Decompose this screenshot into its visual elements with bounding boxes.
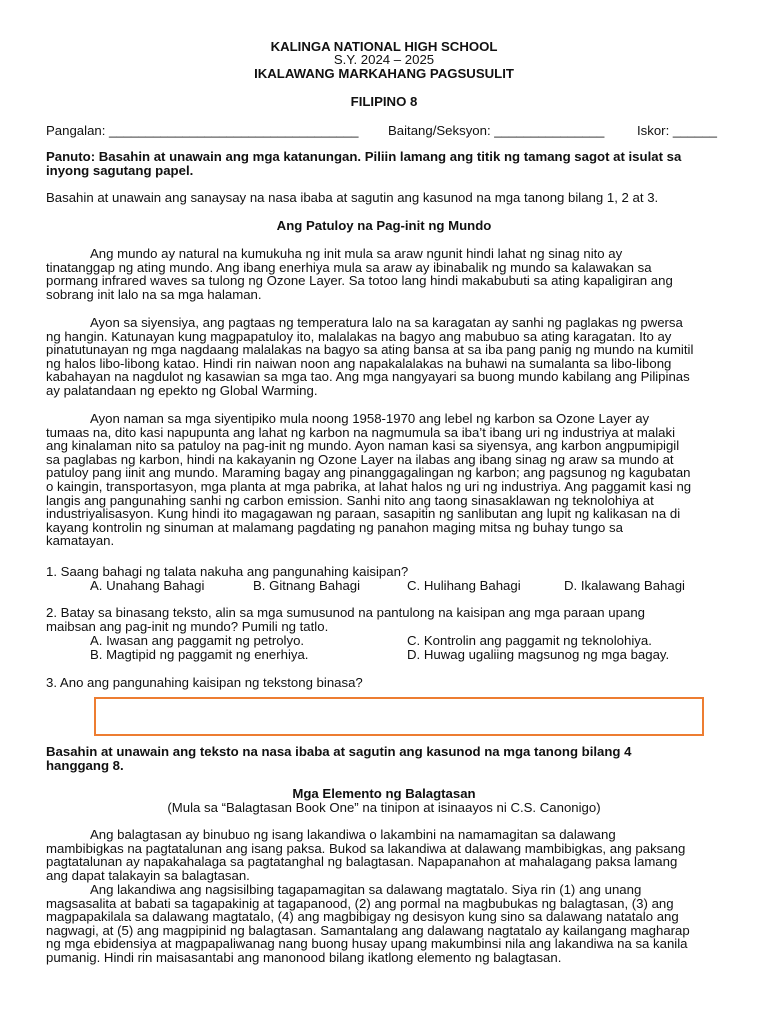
name-field[interactable]: Pangalan: __________________________________ bbox=[46, 123, 359, 138]
essay-line: pinatutunayan ng mga nagdaang malalakas na bagyo sa ating bansa at sa iba pang panig ng mundo na kumitil bbox=[46, 342, 694, 358]
essay-paragraph-3 bbox=[46, 412, 724, 548]
essay-paragraph-1 bbox=[46, 247, 724, 301]
question-2-line: 2. Batay sa binasang teksto, alin sa mga sumusunod na pantulong na kaisipan ang mga paraan upang bbox=[46, 605, 645, 620]
question-3-answer-box[interactable] bbox=[94, 697, 704, 736]
essay-line: o kaingin, transportasyon, mga planta at mga pabrika, at lahat halos ng uri ng industriya. Ang paggamit kasi ng bbox=[46, 478, 692, 494]
essay-paragraph-2 bbox=[46, 316, 724, 398]
essay-line: patuloy pang iinit ang mundo. Maraming bagay ang pinanggagalingan ng karbon; ang pagsunog ng kagubatan bbox=[46, 465, 691, 481]
intro-2-line: Basahin at unawain ang teksto na nasa ibaba at sagutin ang kasunod na mga tanong bilang 4 bbox=[46, 744, 632, 759]
essay-line: kayang kontrolin ng sinuman at malamang pagdating ng panahon maging mitsa ng buhay tungo sa bbox=[46, 519, 623, 535]
instructions-line: Panuto: Basahin at unawain ang mga katanungan. Piliin lamang ang titik ng tamang sagot at isulat sa bbox=[46, 149, 682, 164]
question-2-option-a[interactable]: A. Iwasan ang paggamit ng petrolyo. bbox=[90, 633, 305, 648]
exam-title: IKALAWANG MARKAHANG PAGSUSULIT bbox=[254, 66, 514, 81]
essay-line: ng hangin. Katunayan kung magpapatuloy ito, malalakas na bagyo ang mabubuo sa ating karagatan. Ito ay bbox=[46, 328, 672, 344]
question-2-line: maibsan ang pag-init ng mundo? Pumili ng tatlo. bbox=[46, 618, 329, 634]
question-2-option-b[interactable]: B. Magtipid ng paggamit ng enerhiya. bbox=[90, 647, 309, 662]
intro-text-2 bbox=[46, 745, 724, 772]
essay-line: tumaas na, dito kasi napupunta ang lahat ng karbon na nagmumula sa iba’t ibang uri ng industriya at malaki bbox=[46, 424, 676, 440]
section-2-line: ang dapat talakayin sa balagtasan. bbox=[46, 867, 250, 883]
section-2-line: pumanig. Hindi rin maisasantabi ang manonood bilang ikatlong elemento ng balagtasan. bbox=[46, 949, 562, 965]
essay-line: langis ang pangunahing sanhi ng carbon emission. Sanhi nito ang taong sinasaklawan ng teknolohiya at bbox=[46, 492, 654, 508]
essay-line: kamatayan. bbox=[46, 533, 115, 549]
section-2-title: Mga Elemento ng Balagtasan bbox=[292, 786, 476, 801]
question-1-option-b[interactable]: B. Gitnang Bahagi bbox=[253, 578, 361, 593]
essay-line: ang kinalaman nito sa patuloy na pag-init ng mundo. Ayon naman kasi sa siyensya, ang karbon angpumipigil bbox=[46, 438, 680, 454]
intro-2-line: hanggang 8. bbox=[46, 757, 124, 773]
essay-line: Ayon naman sa mga siyentipiko mula noong 1958-1970 ang lebel ng karbon sa Ozone Layer ay bbox=[90, 411, 650, 426]
question-1-text: 1. Saang bahagi ng talata nakuha ang pangunahing kaisipan? bbox=[46, 564, 409, 579]
subject-title: FILIPINO 8 bbox=[350, 94, 418, 109]
instructions bbox=[46, 150, 724, 177]
section-2-line: magpapakilala sa dalawang magtatalo, (4) ang magbibigay ng desisyon kung sino sa dalawang natatalo ang bbox=[46, 909, 679, 925]
essay-line: pormang infrared waves sa tulong ng Ozone Layer. Sa totoo lang hindi makabubuti sa ating kapaligiran ang bbox=[46, 273, 673, 289]
essay-line: tinatanggap ng ating mundo. Ang ibang enerhiya mula sa araw ay ibinabalik ng mundo sa kalawakan sa bbox=[46, 259, 652, 275]
section-2-paragraph-1 bbox=[46, 828, 724, 882]
section-2-line: Ang lakandiwa ang nagsisilbing tagapamagitan sa dalawang magtatalo. Siya rin (1) ang unang bbox=[90, 882, 642, 897]
section-2-line: mambibigkas na pagtatalunan ang isang paksa. Bukod sa lakandiwa at dalawang mambibigkas, ang paksang bbox=[46, 840, 686, 856]
section-2-line: magsasalita at babati sa tagapakinig at tagapanood, (2) ang pormal na magbubukas ng balagtasan, (3) ang bbox=[46, 895, 674, 911]
score-field[interactable]: Iskor: ______ bbox=[637, 123, 717, 138]
section-2-line: nagwagi, at (5) ang magpipinid ng balagtasan. Samantalang ang dalawang nagtatalo ay kailangang magharap bbox=[46, 922, 690, 938]
question-1-option-a[interactable]: A. Unahang Bahagi bbox=[90, 578, 205, 593]
essay-line: ng halos libo-libong katao. Hindi rin naiwan noon ang napakalalakas na buhawi na sumalanta sa libo-libong bbox=[46, 355, 672, 371]
section-2-source: (Mula sa “Balagtasan Book One” na tinipon at isinaayos ni C.S. Canonigo) bbox=[167, 800, 601, 815]
section-2-line: pagtatalunan ay napakahalaga sa pagtatanghal ng balagtasan. Napapanahon at mahalagang paksa lamang bbox=[46, 854, 678, 870]
section-2-paragraph-2 bbox=[46, 883, 724, 965]
essay-line: Ang mundo ay natural na kumukuha ng init mula sa araw ngunit hindi lahat ng sinag nito ay bbox=[90, 246, 623, 261]
section-2-line: ng mga ebidensiya at magpapaliwanag nang buong husay upang makumbinsi nila ang lakandiwa na sa kanila bbox=[46, 936, 688, 952]
question-2-option-c[interactable]: C. Kontrolin ang paggamit ng teknolohiya. bbox=[407, 633, 652, 648]
school-name: KALINGA NATIONAL HIGH SCHOOL bbox=[270, 39, 498, 54]
essay-line: Ayon sa siyensiya, ang pagtaas ng temperatura lalo na sa karagatan ay sanhi ng paglakas ng pwersa bbox=[90, 315, 683, 330]
section-2-line: Ang balagtasan ay binubuo ng isang lakandiwa o lakambini na namamagitan sa dalawang bbox=[90, 827, 616, 842]
essay-title: Ang Patuloy na Pag-init ng Mundo bbox=[276, 218, 492, 233]
essay-line: sobrang init lalo na sa mga halaman. bbox=[46, 286, 262, 302]
school-year: S.Y. 2024 – 2025 bbox=[333, 52, 435, 67]
question-2-text bbox=[46, 606, 724, 633]
essay-line: ay palatandaan ng epekto ng Global Warming. bbox=[46, 382, 318, 398]
question-3-text: 3. Ano ang pangunahing kaisipan ng tekstong binasa? bbox=[46, 675, 363, 690]
section-field[interactable]: Baitang/Seksyon: _______________ bbox=[388, 123, 605, 138]
essay-line: industriyalisasyon. Kung hindi ito magagawan ng paraan, sasapitin ng sanlibutan ang lupit ng kalikasan na di bbox=[46, 506, 681, 522]
instructions-line: inyong sagutang papel. bbox=[46, 162, 194, 178]
intro-text-1: Basahin at unawain ang sanaysay na nasa ibaba at sagutin ang kasunod na mga tanong bilang 1, 2 at 3. bbox=[46, 190, 659, 205]
essay-line: sa paglabas ng karbon, hindi na kakayanin ng Ozone Layer na ilabas ang ibang sinag ng araw sa mundo at bbox=[46, 451, 674, 467]
question-2-option-d[interactable]: D. Huwag ugaliing magsunog ng mga bagay. bbox=[407, 647, 670, 662]
question-1-option-d[interactable]: D. Ikalawang Bahagi bbox=[564, 578, 685, 593]
essay-line: kabahayan na nagdulot ng kasawian sa mga tao. Ang mga nangyayari sa buong mundo kabilang ang Pilipinas bbox=[46, 369, 690, 385]
question-1-option-c[interactable]: C. Hulihang Bahagi bbox=[407, 578, 521, 593]
